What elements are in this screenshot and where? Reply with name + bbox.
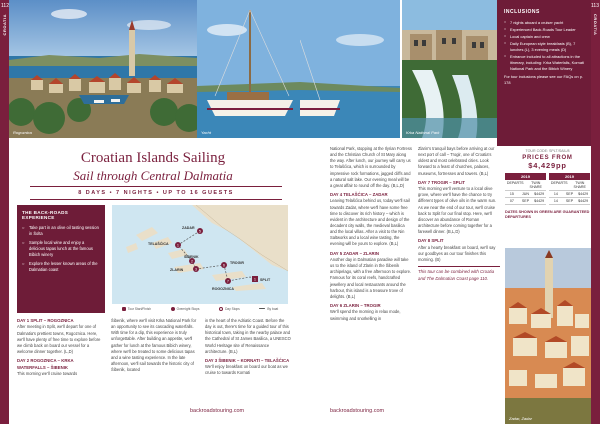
day-text: in the heart of the Adriatic Coast. Before the day is out, there's time for a guided tour of this historical town, taking in the nearby palace and the Cathedral of St James Basilica, a UNESCO World Heritage site of Renaissance architecture. (B,L) [205, 318, 291, 354]
map-label-trogir: TROGIR [230, 261, 244, 265]
map-label-telascica: TELAŠĆICA [148, 242, 169, 246]
footer-url-left[interactable]: backroadstouring.com [190, 408, 245, 414]
stop-number: 6 [223, 263, 225, 268]
price-cell: SEP [565, 192, 574, 196]
legend-boat-icon [259, 308, 265, 309]
photo-zadar [505, 248, 591, 424]
price-tables [505, 173, 590, 205]
stop-number: 5 [199, 229, 201, 234]
price-table-year: 2019 [549, 173, 590, 180]
day-text: National Park, stopping at the Ilyrian Fortress and the Christian Church of St Mary along the way. After lunch, our journey will carry us to Telašćica, which is surrounded by impressive rock formations, jagged cliffs and a natural salt lake. Our evening meal will be a great affair to round off the day. (B,L,D) [330, 146, 412, 188]
legend-item: Overnight Stops [171, 307, 200, 311]
photo-rogoznica [9, 0, 197, 138]
inclusion-item: ○ 7 nights aboard a cruiser yacht [504, 20, 584, 26]
price-cell: $4429 [534, 192, 545, 196]
price-table [549, 173, 590, 205]
inclusions-list [504, 20, 584, 71]
day-text: After a hearty breakfast on board, we'll say our goodbyes as our tour finishes this morning. (B) [418, 244, 496, 262]
left-side-tab [0, 0, 9, 424]
price-cell: SEP [565, 199, 574, 203]
legend-start-finish-icon [122, 307, 126, 311]
day-text: Another day in Dalmatian paradise will take us to the island of Zlarin in the Šibenik archipelago, with a free afternoon to explore. Famous for its coral reefs, handcrafted jewellery and local restaurants around the harbour, this island is a treasure trove of delights. (B,L) [330, 256, 412, 299]
day-heading: DAY 3 ŠIBENIK – KORNATI – TELAŠĆICA [205, 357, 290, 363]
col-header: TWIN SHARE [573, 181, 586, 189]
stop-number: 1 [177, 243, 179, 248]
side-tab-label-left: CROATIA [2, 14, 7, 36]
right-col-a [330, 146, 412, 325]
day-heading: DAY 7 TROGIR – SPLIT [418, 179, 466, 185]
price-row [549, 191, 590, 198]
map-label-zadar: ZADAR [182, 226, 195, 230]
inclusion-item: ○ Local captain and crew [504, 34, 584, 40]
price-box [505, 146, 590, 221]
price-cell: $4429 [578, 199, 589, 203]
page-number-right: 113 [591, 3, 599, 9]
day-text: This morning we'll venture to a local olive grove, where we'll have the chance to try different types of olive oils in the warm sun. As we near the end of our tour, we'll cruise back to Split for our final stop. Here, we'll discover an abundance of Roman architecture before coming together for a farewell dinner. (B,L,D) [418, 186, 497, 235]
experience-item: ○ Explore the lesser known areas of the Dalmatian coast [22, 261, 100, 273]
price-row [505, 198, 546, 205]
price-cell: 14 [553, 192, 558, 196]
legend-day-stop-icon [219, 307, 223, 311]
experience-box [17, 205, 105, 313]
col-header: DEPARTS [506, 181, 524, 185]
legend-item: Day Stops [219, 307, 240, 311]
price-cell: 15 [509, 192, 514, 196]
experience-list [22, 225, 100, 272]
price-table [505, 173, 546, 205]
right-side-tab [591, 0, 600, 424]
map-label-split: SPLIT [260, 278, 271, 282]
day-heading: DAY 6 ZLARIN – TROGIR [330, 302, 381, 308]
stop-number: 3 [195, 267, 197, 272]
inclusions-note: For tour inclusions please see our FAQs on p. 178 [504, 74, 583, 85]
side-tab-label-right: CROATIA [593, 14, 598, 36]
left-col-2 [111, 318, 197, 376]
footer-url-right[interactable]: backroadstouring.com [330, 408, 385, 414]
day-heading: DAY 4 TELAŠĆICA – ZADAR [330, 191, 388, 197]
map-label-rogoznica: ROGOZNICA [212, 287, 234, 291]
map-legend [112, 304, 288, 313]
inclusion-item: ○ Entrance included to all attractions in the itinerary, including: Krka Waterfalls, Kornati National Park and the Bibich Winery [504, 54, 584, 71]
day-text: We'll enjoy breakfast on board our boat as we cruise to towards Kornati [205, 364, 288, 376]
price-table-year: 2019 [505, 173, 546, 180]
legend-item: Tour Start/Finish [122, 307, 151, 311]
trip-summary: 8 DAYS • 7 NIGHTS • UP TO 16 GUESTS [30, 186, 282, 200]
experience-item: ○ Sample local wine and enjoy a delicious tapas lunch at the famous Bibich winery [22, 240, 100, 258]
day-heading: DAY 2 ROGOZNICA – KRKA WATERFALLS – ŠIBENIK [17, 358, 74, 370]
legend-item: By boat [259, 307, 278, 311]
tour-subtitle: Sail through Central Dalmatia [73, 168, 233, 183]
stop-number: 2 [191, 259, 193, 264]
left-col-3 [205, 318, 291, 380]
day-text: We'll spend the morning in relax mode, swimming and snorkelling in [330, 309, 401, 321]
day-text: Leaving Telašćica behind us, today we'll sail towards Zadar, where we'll have some free time to discover its rich history – which is evident in the architecture and design of the decadent city walls, the medieval basilica and the local villas. After a visit to the Nin Saltworks and a local wine tasting, the evening will be yours to explore. (B,L) [330, 198, 410, 247]
price-table-header [505, 180, 546, 191]
price-cell: SEP [521, 199, 530, 203]
day-text: Zlarin's tranquil bays before arriving at our next port of call – Trogir, one of Croatia's oldest and most celebrated cities. Look forward to a feast of churches, palaces, museums, fortresses and towers. (B,L) [418, 146, 495, 176]
day-heading: DAY 1 SPLIT – ROGOZNICA [17, 318, 74, 323]
price-row [505, 191, 546, 198]
price-cell: 07 [509, 199, 514, 203]
inclusion-item: ○ Daily European style breakfasts (B), 7 lunches (L), 3 evening meals (D) [504, 41, 584, 52]
experience-item: ○ Take part in an olive oil tasting session in Šolta [22, 225, 100, 237]
price-cell: $4429 [578, 192, 589, 196]
caption-zadar: Zadar, Zadar [509, 416, 532, 421]
tour-code: TOUR CODE: SPLT/SAIL/8 [525, 149, 570, 153]
day-heading: DAY 5 ZADAR – ZLARIN [330, 250, 379, 256]
page-number-left: 112 [1, 3, 9, 9]
right-col-b [418, 146, 500, 282]
prices-from-label: PRICES FROM [522, 155, 573, 161]
photo-krka [402, 0, 497, 138]
inclusions-box [497, 0, 591, 146]
tour-title: Croatian Islands Sailing [80, 150, 226, 166]
caption-yacht: Yacht [201, 130, 211, 135]
left-col-1 [17, 318, 103, 380]
combine-tour-note: This tour can be combined with Croatia and The Dalmatian Coast page 110. [418, 266, 500, 282]
stop-number: 7 [227, 279, 229, 284]
price-cell: 14 [553, 199, 558, 203]
day-text: After meeting in Split, we'll depart for one of Dalmatia's prettiest towns, Rogoznica. Here, we'll have plenty of free time to explore before we climb back on board our vessel for a welcome dinner together. (L,D) [17, 324, 101, 354]
inclusions-title: INCLUSIONS [504, 9, 540, 15]
route-map [112, 205, 288, 313]
inclusion-item: ○ Experienced Back-Roads Tour Leader [504, 27, 584, 33]
col-header: TWIN SHARE [529, 181, 542, 189]
map-label-zlarin: ZLARIN [170, 268, 184, 272]
caption-rogoznica: Rogoznica [13, 130, 32, 135]
photo-yacht-right-half [300, 0, 400, 138]
right-page [300, 0, 600, 424]
day-text: Šibenik, where we'll visit Krka National Park for an opportunity to see its cascading waterfalls. With time for a dip, this experience is truly unforgettable. After building an appetite, we'll gather for lunch at the famous Bibich winery, where we'll be treated to some delicious tapas and a wine tasting experience. In the late afternoon, we'll sail towards the historic city of Šibenik, located [111, 318, 197, 373]
price-cell: $4429 [534, 199, 545, 203]
price-table-header [549, 180, 590, 191]
price-cell: JUN [522, 192, 529, 196]
experience-title: THE BACK-ROADS EXPERIENCE [22, 210, 69, 220]
route-map-graphic [112, 205, 288, 304]
map-label-sibenik: ŠIBENIK [184, 255, 199, 259]
title-block [18, 150, 288, 184]
price-value: $4,429pp [528, 161, 567, 170]
guaranteed-departures-note: DATES SHOWN IN GREEN ARE GUARANTEED DEPARTURES [505, 210, 590, 220]
day-text: This morning we'll cruise towards [17, 371, 78, 377]
price-row [549, 198, 590, 205]
stop-number: 1 [254, 277, 256, 282]
legend-overnight-icon [171, 307, 175, 311]
caption-krka: Krka National Park [406, 130, 440, 135]
day-heading: DAY 8 SPLIT [418, 238, 444, 244]
photo-yacht [197, 0, 300, 138]
col-header: DEPARTS [550, 181, 568, 185]
